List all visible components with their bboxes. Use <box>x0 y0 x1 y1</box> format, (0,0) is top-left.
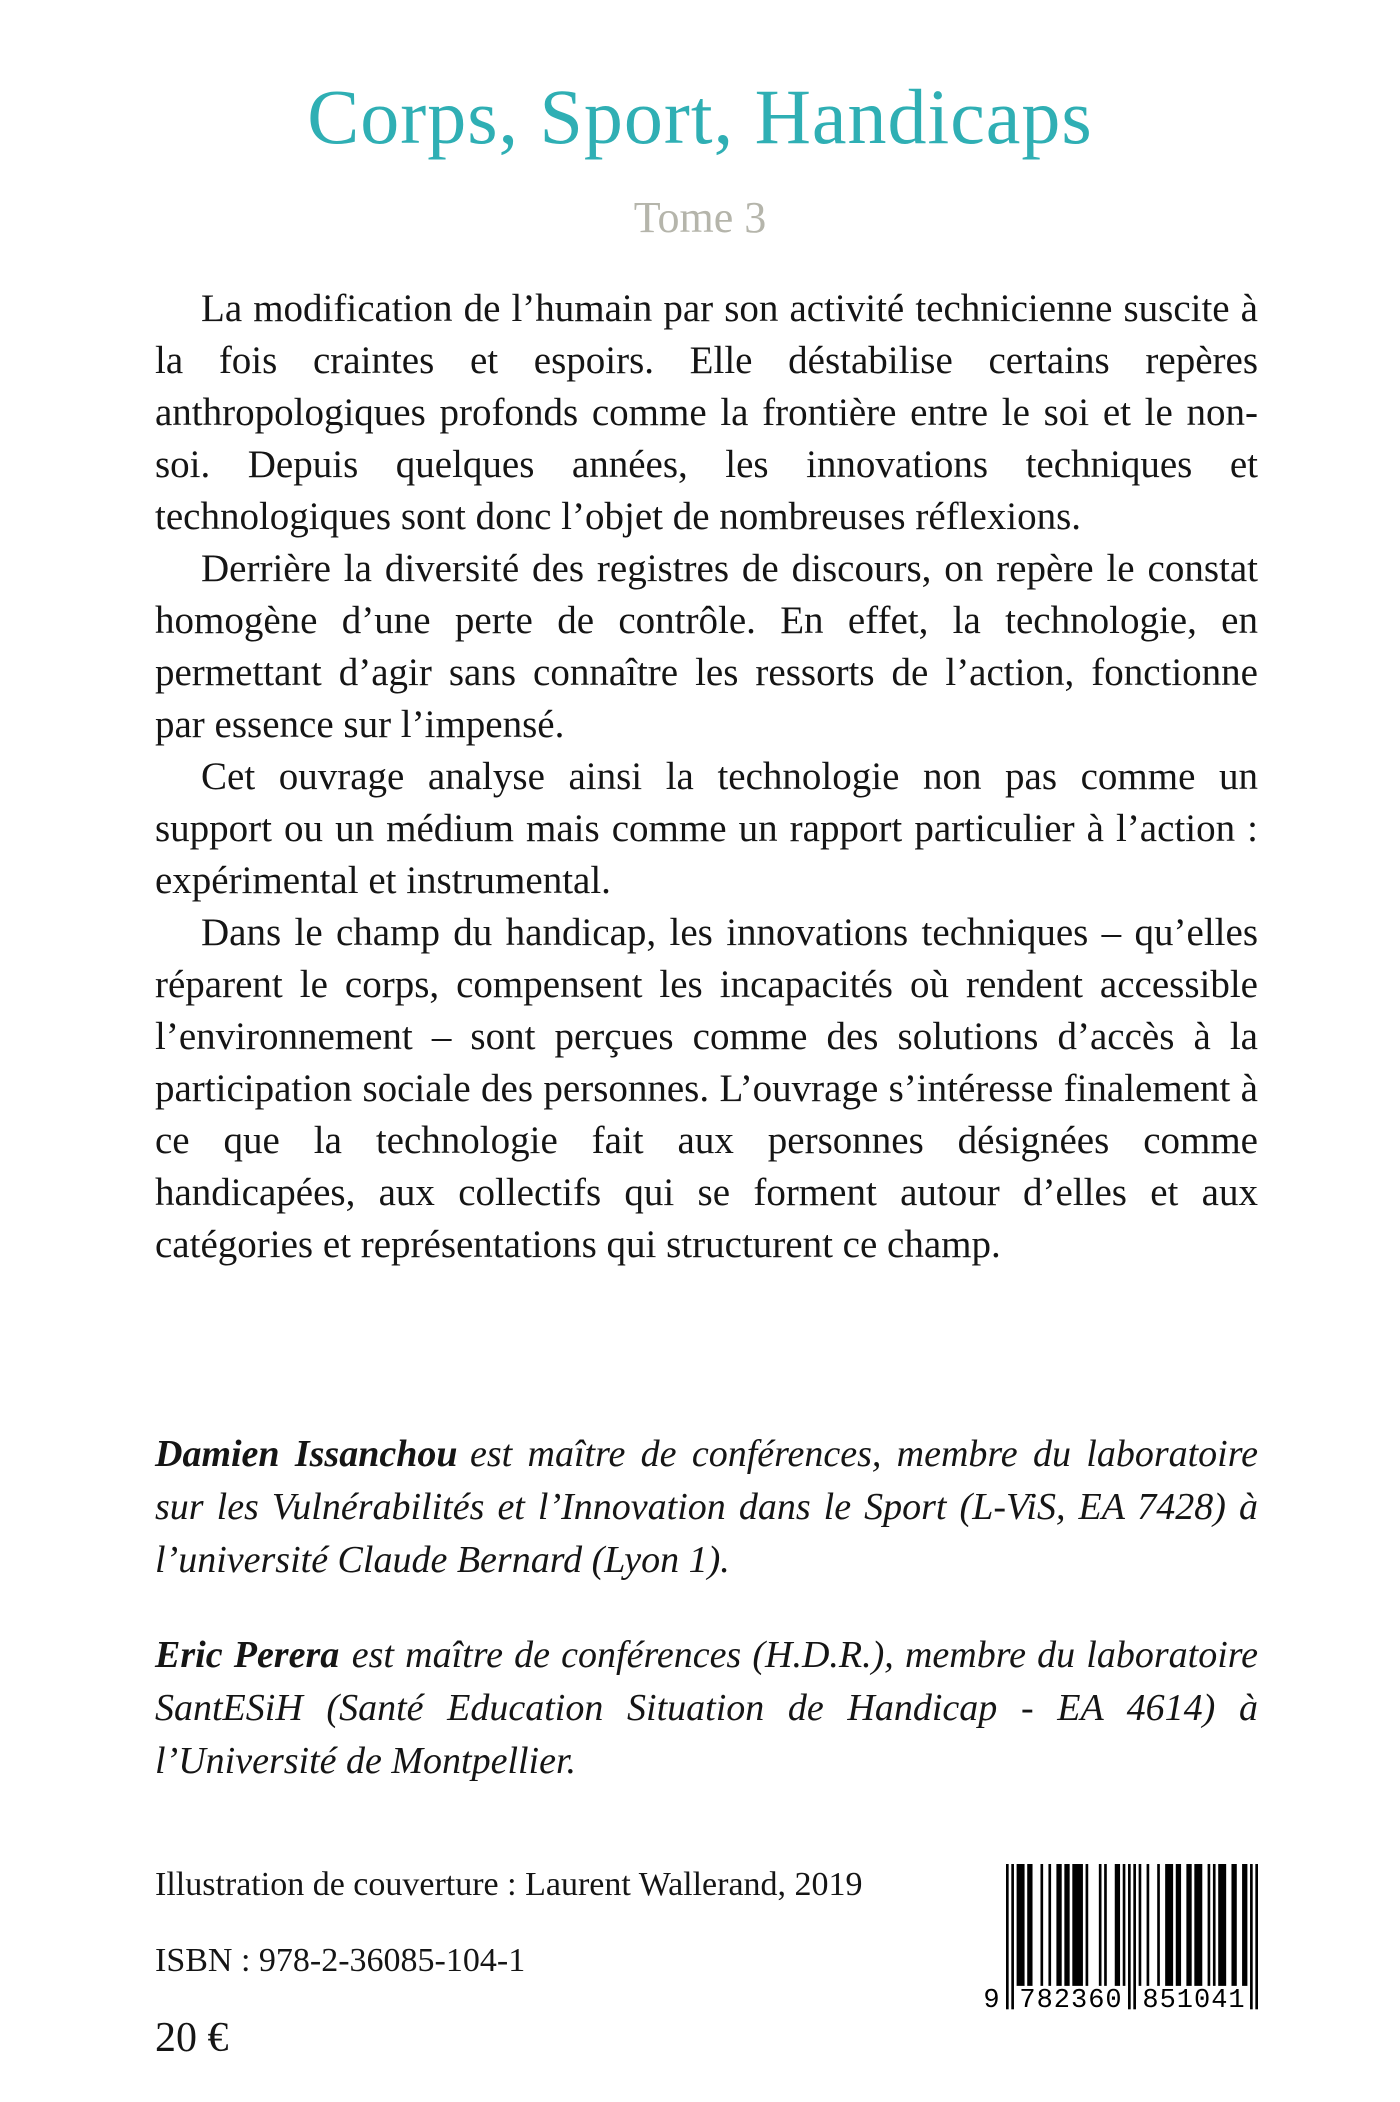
synopsis <box>155 283 1258 1271</box>
author-name: Damien Issanchou <box>155 1433 458 1475</box>
author-bio-text: est maître de conférences, membre du laboratoire sur les Vulnérabilités et l’Innovation dans le Sport (L-ViS, EA 7428) à l’université Claude Bernard (Lyon 1). <box>155 1433 1258 1581</box>
book-title: Corps, Sport, Handicaps <box>307 73 1093 160</box>
book-volume: Tome 3 <box>633 193 767 242</box>
synopsis-paragraph-4: Dans le champ du handicap, les innovations techniques – qu’elles réparent le corps, compensent les incapacités où rendent accessible l’environnement – sont perçues comme des solutions d’accès à la participation sociale des personnes. L’ouvrage s’intéresse finalement à ce que la technologie fait aux personnes désignées comme handicapées, aux collectifs qui se forment autour d’elles et aux catégories et représentations qui structurent ce champ. <box>155 911 1258 1266</box>
author-bio-perera <box>155 1629 1258 1788</box>
author-bio-issanchou <box>155 1428 1258 1587</box>
barcode-digit-group-2: 851041 <box>1138 1986 1250 2016</box>
barcode <box>982 1864 1258 2020</box>
isbn: ISBN : 978-2-36085-104-1 <box>155 1942 526 1979</box>
synopsis-paragraph-3: Cet ouvrage analyse ainsi la technologie non pas comme un support ou un médium mais comme un rapport particulier à l’action : expérimental et instrumental. <box>155 755 1258 902</box>
cover-illustration-credit: Illustration de couverture : Laurent Wallerand, 2019 <box>155 1866 863 1903</box>
price: 20 € <box>155 2015 229 2061</box>
synopsis-paragraph-1: La modification de l’humain par son activité technicienne suscite à la fois craintes et espoirs. Elle déstabilise certains repères anthropologiques profonds comme la frontière entre le soi et le non-soi. Depuis quelques années, les innovations techniques et technologiques sont donc l’objet de nombreuses réflexions. <box>155 287 1258 538</box>
synopsis-paragraph-2: Derrière la diversité des registres de discours, on repère le constat homogène d’une perte de contrôle. En effet, la technologie, en permettant d’agir sans connaître les ressorts de l’action, fonctionne par essence sur l’impensé. <box>155 547 1258 746</box>
author-name: Eric Perera <box>155 1634 340 1676</box>
barcode-digit-group-1: 782360 <box>1016 1986 1126 2016</box>
barcode-digit-first: 9 <box>980 1986 1004 2016</box>
author-bios <box>155 1428 1258 1788</box>
author-bio-text: est maître de conférences (H.D.R.), membre du laboratoire SantESiH (Santé Education Situation de Handicap - EA 4614) à l’Université de Montpellier. <box>155 1634 1258 1782</box>
